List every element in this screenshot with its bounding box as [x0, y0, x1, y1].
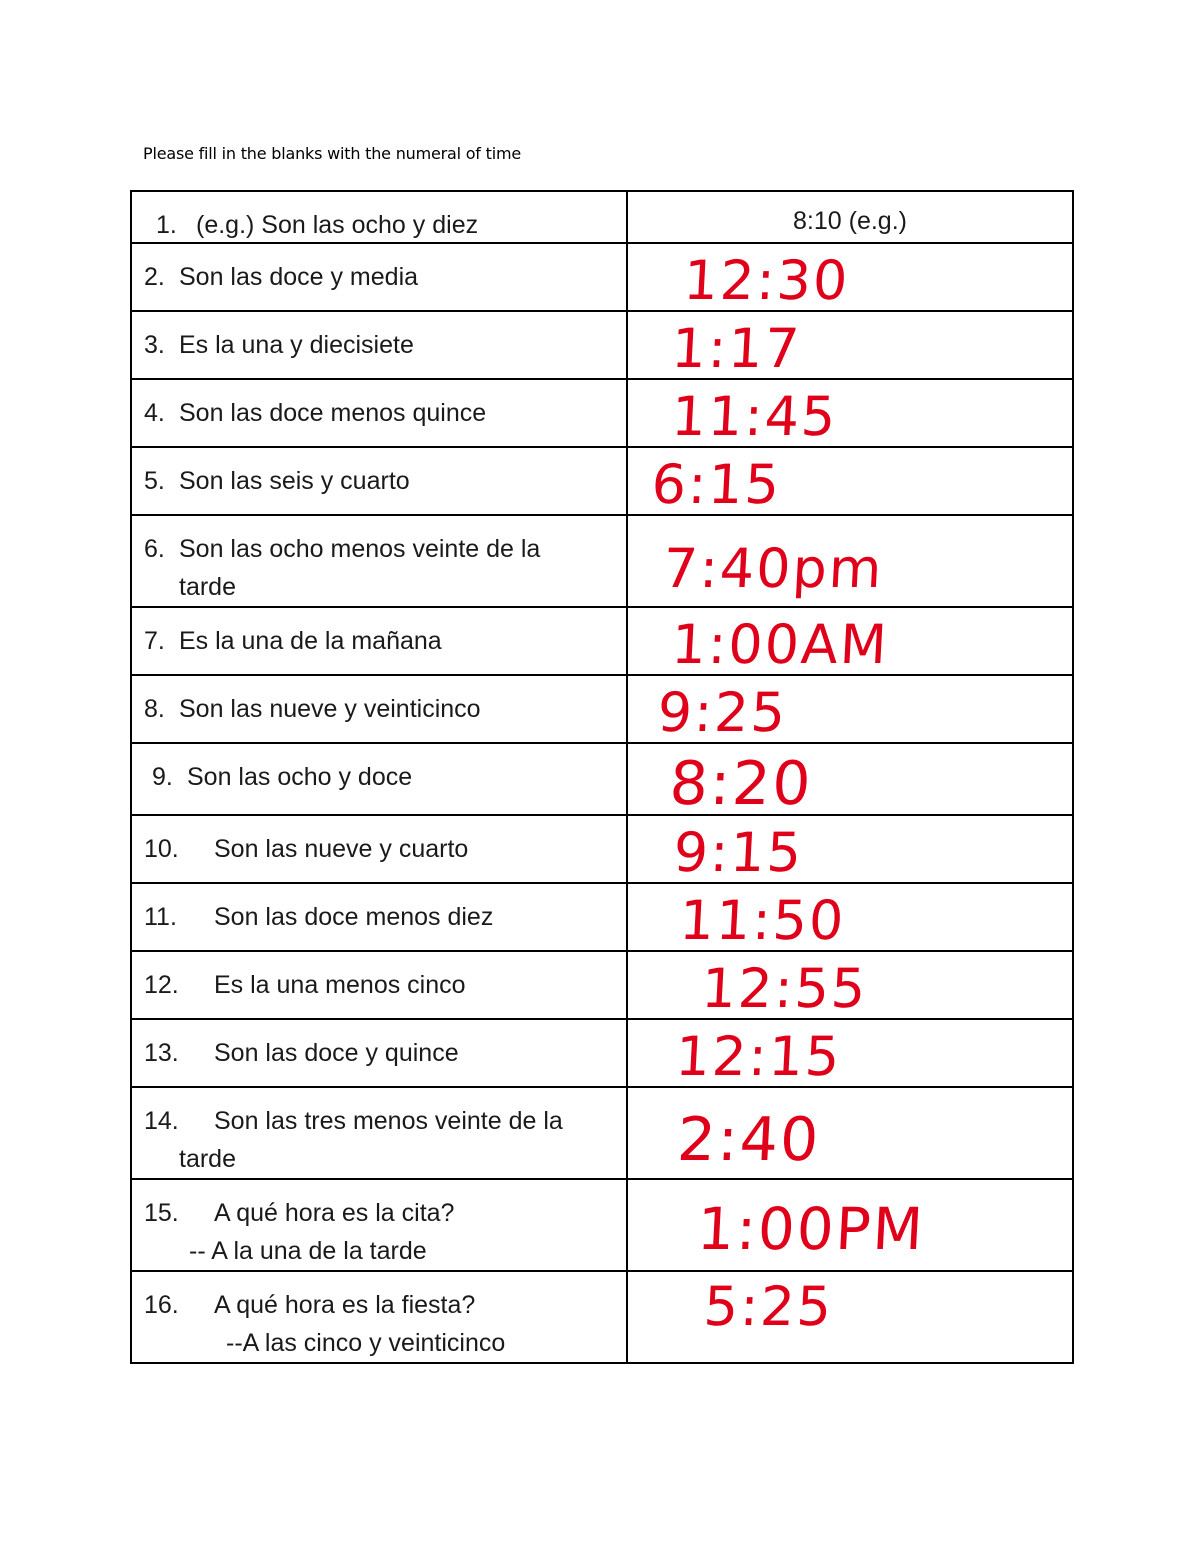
question-text: Es la una y diecisiete [179, 331, 414, 359]
answer-cell [627, 243, 1073, 311]
question-text-continued: tarde [179, 1145, 236, 1173]
answer-cell [627, 815, 1073, 883]
question-number: 12. [144, 971, 179, 999]
question-cell [131, 447, 627, 515]
question-cell [131, 243, 627, 311]
answer-cell [627, 675, 1073, 743]
table-row [131, 515, 1073, 607]
question-text: A qué hora es la fiesta? [214, 1291, 476, 1319]
question-number: 11. [144, 903, 177, 931]
handwritten-answer: 2:40 [675, 1105, 823, 1175]
question-cell [131, 815, 627, 883]
handwritten-answer: 11:45 [670, 385, 840, 448]
table-row [131, 1271, 1073, 1363]
question-number: 15. [144, 1199, 179, 1227]
answer-cell [627, 1271, 1073, 1363]
handwritten-answer: 11:50 [678, 889, 848, 952]
question-cell [131, 191, 627, 243]
table-row [131, 379, 1073, 447]
question-cell [131, 607, 627, 675]
answer-cell [627, 743, 1073, 819]
question-text: Es la una menos cinco [214, 971, 466, 999]
question-text: Son las doce y quince [214, 1039, 459, 1067]
handwritten-answer: 9:15 [672, 821, 805, 884]
question-cell [131, 515, 627, 607]
worksheet-table [130, 190, 1074, 1364]
question-text: Son las tres menos veinte de la [214, 1107, 563, 1135]
table-row [131, 447, 1073, 515]
question-cell [131, 1271, 627, 1363]
handwritten-answer: 5:25 [702, 1275, 835, 1338]
question-cell [131, 1019, 627, 1087]
table-row [131, 951, 1073, 1019]
answer-cell [627, 191, 1073, 243]
question-text-continued: tarde [179, 573, 236, 601]
question-number: 10. [144, 835, 179, 863]
question-text-continued: -- A la una de la tarde [189, 1237, 427, 1265]
answer-cell [627, 1019, 1073, 1087]
table-row [131, 1087, 1073, 1179]
question-cell [131, 1087, 627, 1179]
question-cell [131, 379, 627, 447]
answer-cell [627, 379, 1073, 447]
table-row [131, 243, 1073, 311]
instructions: Please fill in the blanks with the numeral of time [143, 144, 521, 163]
handwritten-answer: 12:15 [674, 1025, 844, 1088]
table-row [131, 191, 1073, 243]
question-number: 1. [156, 211, 177, 239]
question-number: 6. [144, 535, 165, 563]
answer-cell [627, 883, 1073, 951]
question-cell [131, 675, 627, 743]
question-number: 8. [144, 695, 165, 723]
answer-cell [627, 1087, 1073, 1179]
question-number: 7. [144, 627, 165, 655]
question-cell [131, 951, 627, 1019]
table-row [131, 815, 1073, 883]
handwritten-answer: 1:00PM [695, 1195, 927, 1263]
question-number: 9. [152, 763, 173, 791]
question-number: 16. [144, 1291, 179, 1319]
answer-cell [627, 607, 1073, 675]
question-text: Son las ocho y doce [187, 763, 413, 791]
table-row [131, 883, 1073, 951]
question-cell [131, 311, 627, 379]
answer-cell [627, 447, 1073, 515]
question-cell [131, 1179, 627, 1271]
handwritten-answer: 9:25 [656, 681, 789, 744]
table-row [131, 607, 1073, 675]
question-number: 5. [144, 467, 165, 495]
question-cell [131, 883, 627, 951]
handwritten-answer: 12:30 [682, 249, 852, 312]
question-number: 13. [144, 1039, 179, 1067]
table-row [131, 1019, 1073, 1087]
question-number: 14. [144, 1107, 179, 1135]
question-text: Son las seis y cuarto [179, 467, 410, 495]
table-row [131, 743, 1073, 815]
question-text: Es la una de la mañana [179, 627, 442, 655]
question-number: 2. [144, 263, 165, 291]
question-text: A qué hora es la cita? [214, 1199, 455, 1227]
table-row [131, 675, 1073, 743]
answer-cell [627, 1179, 1073, 1271]
handwritten-answer: 7:40pm [661, 537, 886, 600]
question-text: Son las nueve y veinticinco [179, 695, 481, 723]
question-number: 4. [144, 399, 165, 427]
question-text: Son las ocho menos veinte de la [179, 535, 541, 563]
answer-cell [627, 515, 1073, 607]
question-text: Son las doce menos diez [214, 903, 494, 931]
question-cell [131, 743, 627, 815]
handwritten-answer: 8:20 [667, 749, 815, 819]
question-text: Son las nueve y cuarto [214, 835, 469, 863]
question-text: (e.g.) Son las ocho y diez [196, 211, 479, 239]
answer-cell [627, 951, 1073, 1019]
question-text: Son las doce y media [179, 263, 419, 291]
question-text: Son las doce menos quince [179, 399, 487, 427]
example-answer: 8:10 (e.g.) [793, 207, 907, 235]
handwritten-answer: 12:55 [700, 957, 870, 1020]
table-row [131, 311, 1073, 379]
handwritten-answer: 6:15 [650, 453, 783, 516]
question-text-continued: --A las cinco y veinticinco [226, 1329, 506, 1357]
answer-cell [627, 311, 1073, 379]
handwritten-answer: 1:00AM [670, 613, 891, 676]
table-row [131, 1179, 1073, 1271]
question-number: 3. [144, 331, 165, 359]
handwritten-answer: 1:17 [670, 317, 803, 380]
